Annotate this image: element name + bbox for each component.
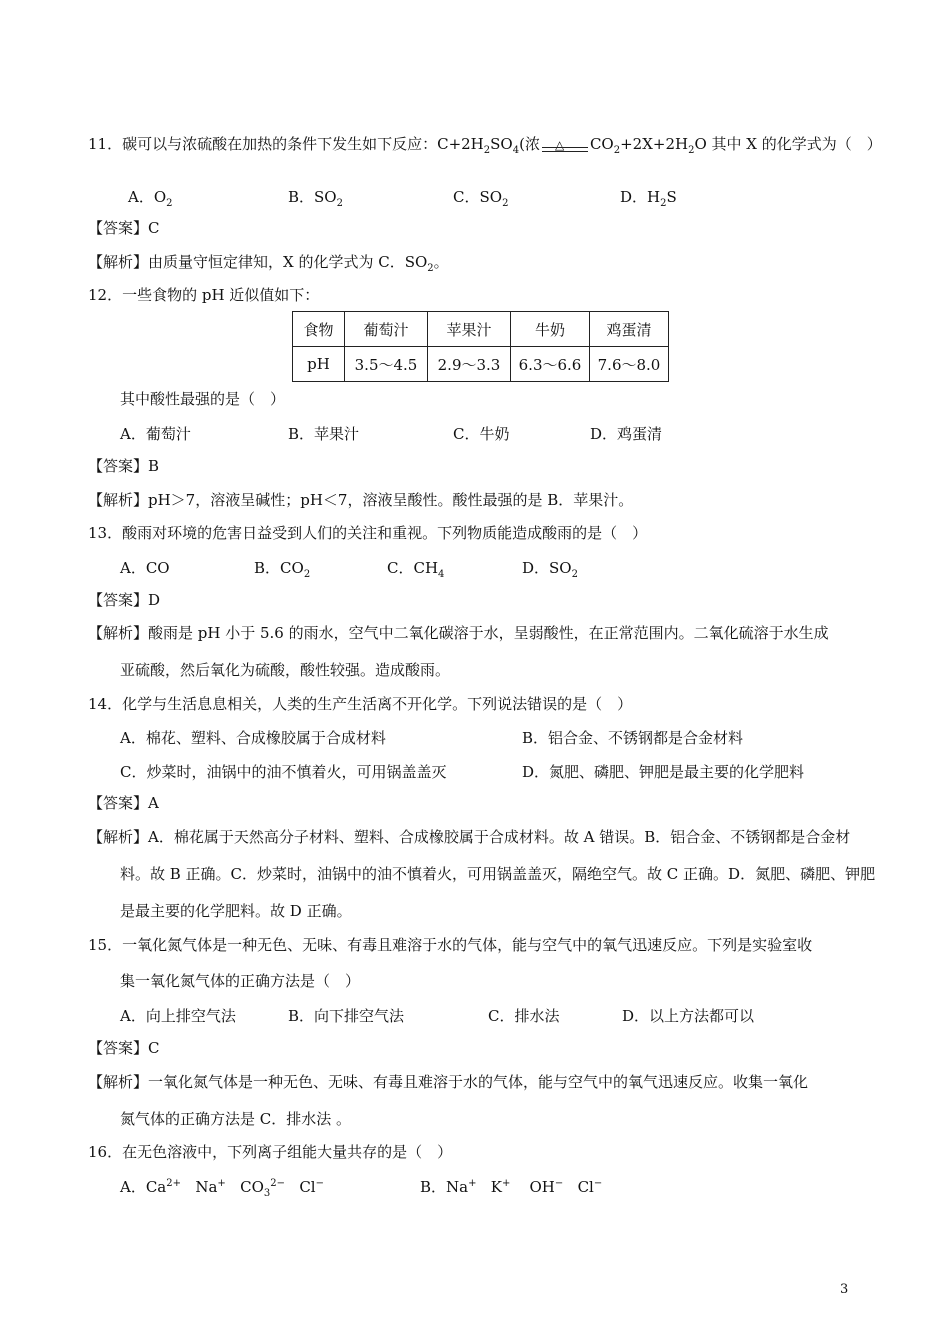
q15-option-c: C．排水法 (488, 1007, 560, 1025)
q15-analysis-line-2: 氮气体的正确方法是 C．排水法 。 (120, 1110, 352, 1128)
q15-stem-line-1: 15．一氧化氮气体是一种无色、无味、有毒且难溶于水的气体，能与空气中的氧气迅速反应。下列是实验室收 (88, 936, 813, 954)
table-header-cell: 苹果汁 (428, 312, 511, 347)
q13-answer: 【答案】D (88, 591, 161, 609)
q13-analysis-line-1: 【解析】酸雨是 pH 小于 5.6 的雨水，空气中二氧化碳溶于水，呈弱酸性，在正常范围内。二氧化硫溶于水生成 (88, 624, 829, 642)
q14-option-d: D．氮肥、磷肥、钾肥是最主要的化学肥料 (522, 763, 805, 781)
q15-analysis-line-1: 【解析】一氧化氮气体是一种无色、无味、有毒且难溶于水的气体，能与空气中的氧气迅速反应。收集一氧化 (88, 1073, 809, 1091)
page-number: 3 (840, 1282, 849, 1297)
table-cell: 7.6～8.0 (590, 347, 669, 382)
q15-option-d: D．以上方法都可以 (622, 1007, 755, 1025)
q15-answer: 【答案】C (88, 1039, 160, 1057)
q13-stem: 13．酸雨对环境的危害日益受到人们的关注和重视。下列物质能造成酸雨的是（ ） (88, 524, 648, 542)
q12-option-b: B．苹果汁 (288, 425, 360, 443)
q13-option-c: C．$CH_4$ (387, 559, 445, 580)
q16-stem: 16．在无色溶液中，下列离子组能大量共存的是（ ） (88, 1143, 453, 1161)
q16-option-b: B．Na+ K+ OH− Cl− (420, 1178, 603, 1196)
q13-option-d: D．$SO_2$ (522, 559, 578, 580)
ph-table-value-row (293, 347, 669, 382)
q12-answer: 【答案】B (88, 457, 160, 475)
q13-analysis-line-2: 亚硫酸，然后氧化为硫酸，酸性较强。造成酸雨。 (120, 661, 451, 679)
q12-option-a: A．葡萄汁 (120, 425, 191, 443)
table-header-cell: 牛奶 (511, 312, 590, 347)
q11-option-b: B．$SO_2$ (288, 188, 343, 209)
q11-analysis: 【解析】由质量守恒定律知，X 的化学式为 C．$SO_2$。 (88, 253, 449, 274)
q11-stem: 11．碳可以与浓硫酸在加热的条件下发生如下反应：$C+2H_2SO_4$(浓 △ $CO_2+2X+2H_2O$ 其中 X 的化学式为（ ） (88, 135, 882, 156)
heating-condition-symbol: △ (540, 135, 590, 155)
q14-option-b: B．铝合金、不锈钢都是合金材料 (522, 729, 744, 747)
q16-option-a: A．$Ca^{2+}$ Na+ $CO_3^{2-}$ Cl− (120, 1178, 324, 1199)
q12-question: 其中酸性最强的是（ ） (120, 390, 286, 408)
ph-table (292, 311, 669, 382)
q12-analysis: 【解析】pH＞7，溶液呈碱性；pH＜7，溶液呈酸性。酸性最强的是 B．苹果汁。 (88, 491, 634, 509)
q12-stem: 12．一些食物的 pH 近似值如下： (88, 286, 320, 304)
q11-answer: 【答案】C (88, 219, 160, 237)
q11-option-a: A．$O_2$ (128, 188, 173, 209)
table-header-cell: 葡萄汁 (345, 312, 428, 347)
table-cell: 2.9～3.3 (428, 347, 511, 382)
table-header-cell: 鸡蛋清 (590, 312, 669, 347)
q14-analysis-line-2: 料。故 B 正确。C．炒菜时，油锅中的油不慎着火，可用锅盖盖灭，隔绝空气。故 C 正确。D．氮肥、磷肥、钾肥 (120, 865, 876, 883)
q11-option-c: C．$SO_2$ (453, 188, 509, 209)
q13-option-a: A．CO (120, 559, 170, 577)
q15-stem-line-2: 集一氧化氮气体的正确方法是（ ） (120, 972, 361, 990)
q14-analysis-line-3: 是最主要的化学肥料。故 D 正确。 (120, 902, 352, 920)
q14-stem: 14．化学与生活息息相关，人类的生产生活离不开化学。下列说法错误的是（ ） (88, 695, 633, 713)
q15-option-a: A．向上排空气法 (120, 1007, 236, 1025)
q15-option-b: B．向下排空气法 (288, 1007, 405, 1025)
q13-option-b: B．$CO_2$ (254, 559, 311, 580)
q12-option-d: D．鸡蛋清 (590, 425, 663, 443)
q14-answer: 【答案】A (88, 794, 159, 812)
table-cell: 6.3～6.6 (511, 347, 590, 382)
table-header-cell: 食物 (293, 312, 345, 347)
q12-option-c: C．牛奶 (453, 425, 510, 443)
q14-analysis-line-1: 【解析】A．棉花属于天然高分子材料、塑料、合成橡胶属于合成材料。故 A 错误。B．铝合金、不锈钢都是合金材 (88, 828, 851, 846)
table-cell: pH (293, 347, 345, 382)
table-cell: 3.5～4.5 (345, 347, 428, 382)
q11-option-d: D．$H_2S$ (620, 188, 677, 209)
ph-table-header-row (293, 312, 669, 347)
q14-option-a: A．棉花、塑料、合成橡胶属于合成材料 (120, 729, 386, 747)
q14-option-c: C．炒菜时，油锅中的油不慎着火，可用锅盖盖灭 (120, 763, 447, 781)
